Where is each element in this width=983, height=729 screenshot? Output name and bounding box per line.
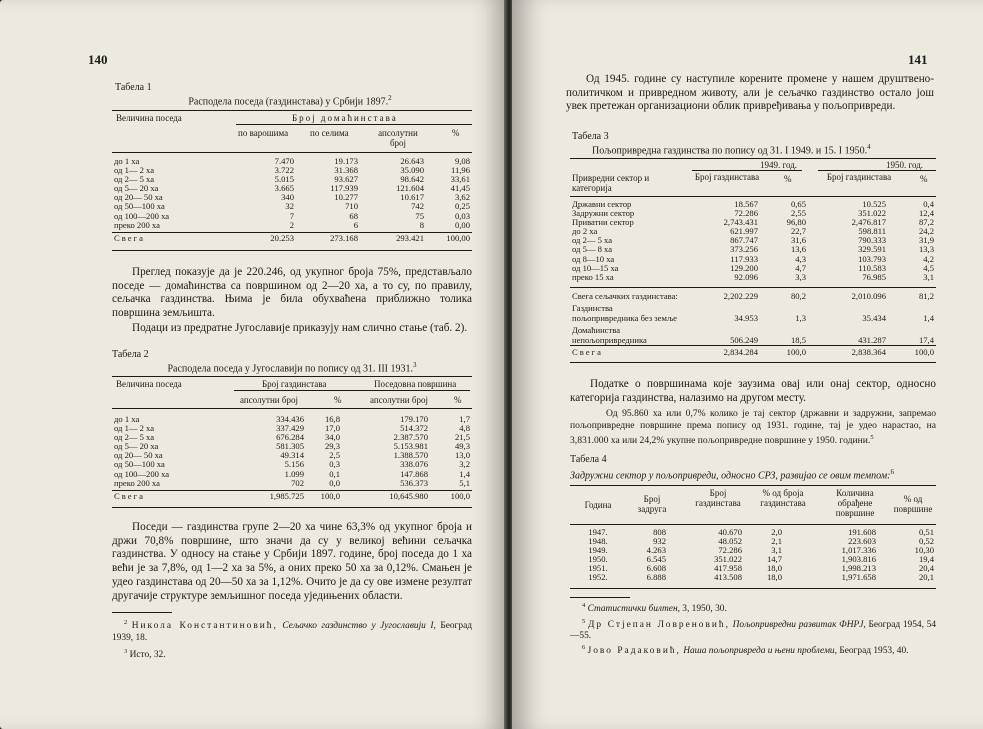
table-row: од 2— 5 ха 867.747 31,6 790.333 31,9 (572, 235, 934, 246)
column-header: % од површине (893, 494, 933, 514)
column-header: % (334, 395, 342, 405)
table-total-row: Свега 20.253 273.168 293.421 100,00 (114, 232, 470, 243)
table-total-rule (112, 490, 472, 491)
column-group-header: 1949. год. (760, 160, 798, 170)
table-row: Задружни сектор 72.286 2,55 351.022 12,4 (572, 208, 934, 219)
table-row: од 8—10 ха 117.933 4,3 103.793 4,2 (572, 253, 934, 264)
column-header: Величина поседа (116, 113, 182, 123)
table-caption: Задружни сектор у пољопривреди, односно СРЗ, развијао се овим темпом:$^6$ (570, 468, 894, 482)
page-number: 140 (88, 52, 108, 67)
table-header-rule (570, 196, 936, 197)
table-top-rule (570, 158, 936, 159)
footnote-rule (112, 612, 172, 613)
table-row: од 50—100 ха 5.156 0,3 338.076 3,2 (114, 459, 470, 470)
header-rule (692, 170, 802, 171)
body-paragraph: Преглед показује да је 220.246, од укупног броја 75%, представљало поседе — домаћинства са површином од 2—20 ха, а то су, по правилу, сељачка газдинства. Њима је била обухваћена приближно толика површина земљишта. (112, 266, 472, 320)
table-total-rule (570, 345, 936, 346)
footnote: $^2$ Никола Константиновић, Сељачко газдинство у Југославији I, Београд 1939, 18. $^3$ Исто, 32. (112, 619, 473, 661)
table-row: Приватни сектор 2,743.431 96,80 2,476.817 87,2 (572, 217, 934, 228)
right-page (512, 0, 983, 729)
body-paragraph: Од 1945. године су наступиле корените промене у нашем друштвено-политичком и привредном животу, али је сељачко газдинство остало још увек претежан организациони облик привређивања у пољопривреди. (566, 73, 934, 113)
table-row: од 100—200 ха 7 68 75 0,03 (114, 210, 470, 221)
table-row: од 100—200 ха 1.099 0,1 147.868 1,4 (114, 468, 470, 479)
column-header: Број газдинстава (695, 488, 741, 508)
data-table (570, 291, 936, 345)
column-header: Година (584, 500, 612, 510)
column-header: апсолутни број (378, 128, 418, 148)
table-row: од 2— 5 ха 5.015 93.627 98.642 33,61 (114, 174, 470, 185)
table-bottom-rule (112, 507, 472, 508)
table-caption: Пољопривредна газдинства по попису од 31. I 1949. и 15. I 1950.$^4$ (592, 143, 871, 157)
column-header: по селима (310, 128, 349, 138)
table-row: од 5— 20 ха 3.665 117.939 121.604 41,45 (114, 183, 470, 194)
table-row: од 50—100 ха 32 710 742 0,25 (114, 201, 470, 212)
data-table (112, 415, 472, 501)
column-header: Број газдинстава (694, 172, 760, 182)
table-row: до 1 ха 7.470 19.173 26.643 9,08 (114, 156, 470, 166)
table-bottom-rule (570, 362, 936, 363)
header-rule (236, 124, 472, 125)
table-row: преко 200 ха 702 0,0 536.373 5,1 (114, 477, 470, 488)
table-row: од 1— 2 ха 337.429 17,0 514.372 4,8 (114, 423, 470, 434)
table-row: Свега сељачких газдинстава: 2,202.229 80,2 2,010.096 81,2 (572, 290, 934, 301)
data-table (570, 528, 936, 583)
table-top-rule (570, 485, 936, 486)
table-bottom-rule (112, 250, 472, 251)
column-header: апсолутни број (370, 395, 428, 405)
table-row: од 5— 20 ха 581.305 29,3 5.153.981 49,3 (114, 441, 470, 452)
table-total-row: Свега 1,985.725 100,0 10,645.980 100,0 (114, 490, 470, 501)
body-paragraph: Подаци из предратне Југославије приказују нам слично стање (таб. 2). (132, 322, 468, 334)
table-row: Газдинства пољопривредника без земље 34.953 1,3 35.434 1,4 (572, 303, 934, 323)
table-row: Домаћинства непољопривредника 506.249 18,5 431.287 17,4 (572, 325, 934, 345)
column-header: % од броја газдинстава (760, 488, 806, 508)
table-row: преко 15 ха 92.096 3,3 76.985 3,1 (572, 271, 934, 282)
header-rule (818, 170, 936, 171)
table-total-rule (112, 232, 472, 233)
table-header (112, 379, 472, 409)
table-row: 1950. 6.545 351.022 14,7 1,903.816 19,4 (588, 554, 934, 565)
column-header: Количина обрађене површине (835, 488, 875, 518)
column-header: % (784, 174, 792, 184)
column-header: % (452, 128, 460, 138)
column-header: Број задруга (637, 494, 667, 514)
column-header: апсолутни број (240, 395, 298, 405)
body-paragraph: Поседи — газдинства групе 2—20 ха чине 63,3% од укупног броја и држи 70,8% површине, што значи да су у великој већини сељачка газдинства. У односу на стање у Србији 1897. године, број поседа до 1 ха већи је за 7,8%, од 1—2 ха за 5%, а оних преко 50 ха за 0,12%. Смањен је удео газдинстава од 20—50 ха за 1,12%. Очито је да су ове измене резултат другачије структуре земљишног поседа уједињених области. (112, 521, 472, 602)
table-caption: Расподела поседа (газдинстава) у Србији 1897.$^2$ (188, 94, 392, 108)
column-header: Привредни сектор и категорија (572, 173, 650, 193)
column-group-header: Број газдинстава (262, 379, 327, 389)
body-paragraph: Податке о површинама које заузима овај или онај сектор, односно категорија газдинства, налазимо на другом месту. (570, 378, 936, 404)
table-row: од 20— 50 ха 49.314 2,5 1.388.570 13,0 (114, 450, 470, 461)
table-row: 1947. 808 40.670 2,0 191.608 0,51 (588, 527, 934, 537)
column-header: % (454, 395, 462, 405)
table-header (112, 113, 472, 151)
table-row: од 5— 8 ха 373.256 13,6 329.591 13,3 (572, 244, 934, 255)
column-group-header: Број домаћинстава (292, 113, 398, 123)
table-total-row: Свега 2,834.284 100,0 2,838.364 100,0 (572, 347, 934, 357)
table-row: од 2— 5 ха 676.284 34,0 2.387.570 21,5 (114, 432, 470, 443)
table-label: Табела 4 (570, 454, 607, 465)
table-row: 1952. 6.888 413.508 18,0 1,971.658 20,1 (588, 572, 934, 583)
table-row: преко 200 ха 2 6 8 0,00 (114, 219, 470, 230)
table-row: 1949. 4.263 72.286 3,1 1,017.336 10,30 (588, 545, 934, 556)
table-row: 1948. 932 48.052 2,1 223.603 0,52 (588, 536, 934, 547)
column-header: % (920, 174, 928, 184)
table-header (570, 160, 936, 196)
table-row: Државни сектор 18.567 0,65 10.525 0,4 (572, 199, 934, 209)
table-header-rule (112, 408, 472, 409)
table-row: до 2 ха 621.997 22,7 598.811 24,2 (572, 226, 934, 237)
table-row: од 10—15 ха 129.200 4,7 110.583 4,5 (572, 262, 934, 273)
footnote: $^4$ Статистички билтен, 3, 1950, 30. $^5$ Др Стјепан Ловреновић, Пољопривредни развитак ФНРЈ, Београд 1954, 54—55. $^6$ Јово Радаковић, Наша пољопривреда и њени проблеми, Београд 1953, 40. (570, 602, 937, 657)
table-top-rule (112, 110, 472, 111)
footnote-rule (570, 597, 630, 598)
data-table (112, 157, 472, 243)
column-group-header: 1950. год. (886, 160, 924, 170)
table-caption: Расподела поседа у Југославији по попису од 31. III 1931.$^3$ (167, 361, 417, 375)
column-header: Број газдинстава (826, 172, 892, 182)
table-section-rule (570, 287, 936, 288)
table-header-rule (570, 524, 936, 525)
column-header: по варошима (238, 128, 289, 138)
table-row: од 20— 50 ха 340 10.277 10.617 3,62 (114, 192, 470, 203)
data-table (570, 200, 936, 282)
column-header: Величина поседа (116, 379, 182, 389)
column-group-header: Поседовна површина (374, 379, 457, 389)
data-table (570, 348, 936, 357)
table-row: од 1— 2 ха 3.722 31.368 35.090 11,96 (114, 165, 470, 176)
table-label: Табела 3 (572, 131, 609, 142)
table-label: Табела 1 (115, 82, 152, 93)
table-bottom-rule (570, 588, 936, 589)
page-number: 141 (908, 52, 928, 67)
table-top-rule (112, 376, 472, 377)
table-header (570, 488, 936, 524)
table-header-rule (112, 152, 472, 153)
table-label: Табела 2 (112, 349, 149, 360)
body-paragraph: Од 95.860 ха или 0,7% колико је тај сектор (државни и задружни, запремао пољопривредне површине према попису од 1931. године, тај је удео нарастао, на 3,831.000 ха или 24,2% укупне пољопривредне површине у 1950. години.$^5$ (570, 408, 936, 446)
header-rule (234, 390, 470, 391)
table-row: до 1 ха 334.436 16,8 179.170 1,7 (114, 414, 470, 424)
table-row: 1951. 6.608 417.958 18,0 1,998.213 20,4 (588, 563, 934, 574)
